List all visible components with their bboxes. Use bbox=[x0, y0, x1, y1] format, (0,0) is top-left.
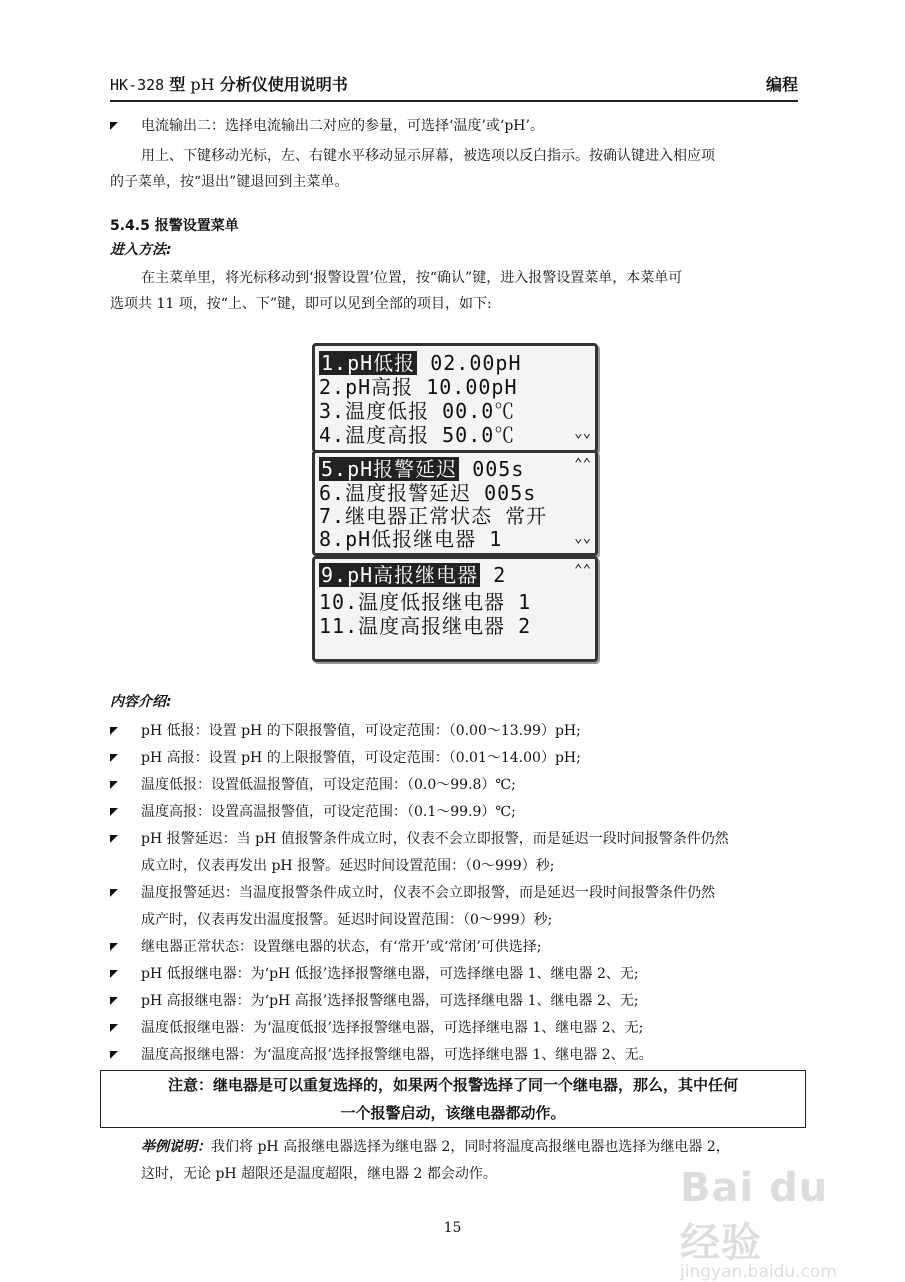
paragraph-line: 的子菜单，按“退出”键退回到主菜单。 bbox=[110, 174, 349, 190]
lcd-line: 9.pH高报继电器 2 bbox=[321, 563, 507, 587]
paragraph-line: 选项共 11 项，按“上、下”键，即可以见到全部的项目，如下: bbox=[110, 296, 492, 312]
list-item: 温度报警延迟：当温度报警条件成立时，仪表不会立即报警，而是延迟一段时间报警条件仍然 bbox=[141, 885, 715, 901]
paragraph-line: 用上、下键移动光标，左、右键水平移动显示屏幕，被选项以反白指示。按确认键进入相应项 bbox=[141, 148, 715, 164]
bullet-icon bbox=[110, 970, 118, 978]
subheading-content: 内容介绍: bbox=[110, 694, 172, 710]
bullet-icon bbox=[110, 808, 118, 816]
bullet-icon bbox=[110, 1024, 118, 1032]
page-number: 15 bbox=[443, 1220, 462, 1236]
list-item: 温度低报继电器：为‘温度低报’选择报警继电器，可选择继电器 1、继电器 2、无; bbox=[141, 1020, 644, 1036]
bullet-icon bbox=[110, 727, 118, 735]
note-line: 一个报警启动，该继电器都动作。 bbox=[340, 1104, 566, 1122]
header-divider bbox=[110, 100, 798, 102]
list-item: pH 高报：设置 pH 的上限报警值，可设定范围：（0.01～14.00）pH; bbox=[141, 750, 581, 766]
lcd-line: 3.温度低报 00.0℃ bbox=[319, 399, 516, 423]
lcd-screen-3 bbox=[312, 556, 598, 662]
subheading-enter-method: 进入方法: bbox=[110, 242, 172, 258]
header-title: HK-328 型 pH 分析仪使用说明书 bbox=[110, 75, 348, 94]
list-item: pH 报警延迟：当 pH 值报警条件成立时，仪表不会立即报警，而是延迟一段时间报警条件仍然 bbox=[141, 831, 729, 847]
paragraph-line: 在主菜单里，将光标移动到‘报警设置’位置，按“确认”键，进入报警设置菜单，本菜单可 bbox=[141, 270, 683, 286]
bullet-icon bbox=[110, 997, 118, 1005]
baidu-watermark bbox=[680, 1165, 870, 1282]
watermark-brand: Bai du 经验 bbox=[680, 1165, 829, 1266]
list-item: pH 低报：设置 pH 的下限报警值，可设定范围：（0.00～13.99）pH; bbox=[141, 723, 581, 739]
lcd-line: 6.温度报警延迟 005s bbox=[319, 481, 537, 505]
list-item: 继电器正常状态：设置继电器的状态，有‘常开’或‘常闭’可供选择; bbox=[141, 939, 542, 955]
lcd-line: 8.pH低报继电器 1 bbox=[319, 527, 503, 551]
scroll-down-icon: ⌄⌄ bbox=[574, 425, 591, 441]
list-item: 温度低报：设置低温报警值，可设定范围：（0.0～99.8）℃; bbox=[141, 777, 516, 793]
example-label: 举例说明： bbox=[141, 1139, 211, 1155]
lcd-line: 10.温度低报继电器 1 bbox=[319, 590, 532, 614]
bullet-icon bbox=[110, 781, 118, 789]
scroll-up-icon: ⌃⌃ bbox=[574, 562, 591, 578]
bullet-current-output-2: 电流输出二：选择电流输出二对应的参量，可选择‘温度’或‘pH’。 bbox=[141, 118, 544, 134]
bullet-icon bbox=[110, 1051, 118, 1059]
lcd-line: 4.温度高报 50.0℃ bbox=[319, 423, 516, 447]
list-item-continued: 成立时，仪表再发出 pH 报警。延迟时间设置范围：（0～999）秒; bbox=[141, 858, 555, 874]
lcd-screen-2 bbox=[312, 450, 598, 556]
section-heading: 5.4.5 报警设置菜单 bbox=[110, 218, 239, 234]
note-box bbox=[100, 1070, 806, 1128]
note-line: 注意：继电器是可以重复选择的，如果两个报警选择了同一个继电器，那么，其中任何 bbox=[167, 1076, 738, 1094]
header-section: 编程 bbox=[765, 75, 798, 94]
bullet-icon bbox=[110, 835, 118, 843]
list-item-continued: 成产时，仪表再发出温度报警。延迟时间设置范围：（0～999）秒; bbox=[141, 912, 553, 928]
lcd-line: 5.pH报警延迟 005s bbox=[321, 457, 525, 481]
bullet-icon bbox=[110, 754, 118, 762]
list-item: pH 高报继电器：为‘pH 高报’选择报警继电器，可选择继电器 1、继电器 2、无; bbox=[141, 993, 639, 1009]
scroll-up-icon: ⌃⌃ bbox=[574, 456, 591, 472]
bullet-icon bbox=[110, 122, 118, 130]
watermark-url: jingyan.baidu.com bbox=[680, 1262, 837, 1282]
list-item: 温度高报继电器：为‘温度高报’选择报警继电器，可选择继电器 1、继电器 2、无。 bbox=[141, 1047, 653, 1063]
bullet-icon bbox=[110, 889, 118, 897]
lcd-line: 7.继电器正常状态 常开 bbox=[319, 504, 548, 528]
list-item: pH 低报继电器：为‘pH 低报’选择报警继电器，可选择继电器 1、继电器 2、无; bbox=[141, 966, 639, 982]
list-item: 温度高报：设置高温报警值，可设定范围：（0.1～99.9）℃; bbox=[141, 804, 516, 820]
lcd-line: 1.pH低报 02.00pH bbox=[321, 351, 522, 375]
example-paragraph: 这时，无论 pH 超限还是温度超限，继电器 2 都会动作。 bbox=[141, 1166, 497, 1182]
lcd-line: 2.pH高报 10.00pH bbox=[319, 375, 518, 399]
bullet-icon bbox=[110, 943, 118, 951]
scroll-down-icon: ⌄⌄ bbox=[574, 530, 591, 546]
lcd-screen-1 bbox=[312, 343, 598, 453]
example-paragraph: 举例说明：我们将 pH 高报继电器选择为继电器 2，同时将温度高报继电器也选择为继电器 2， bbox=[141, 1139, 730, 1155]
page-header bbox=[110, 72, 798, 98]
lcd-line: 11.温度高报继电器 2 bbox=[319, 614, 532, 638]
